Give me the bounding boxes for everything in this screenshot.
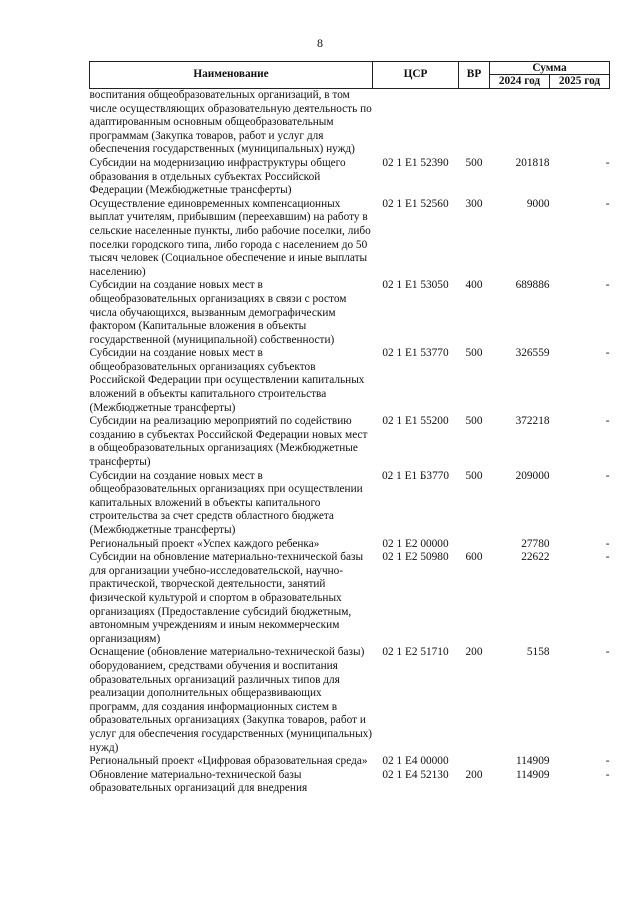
- row-name-cell: Обновление материально-технической базы образовательных организаций для внедрения: [89, 768, 308, 795]
- row-csr-cell: 02 1 E2 51710: [382, 646, 449, 659]
- row-amount-2024-cell: 372218: [515, 415, 550, 428]
- header-name: Наименование: [90, 62, 373, 89]
- row-vr-cell: 500: [465, 469, 483, 482]
- row-amount-2025-cell: -: [605, 646, 610, 659]
- table-row: [90, 157, 610, 198]
- row-csr-cell: 02 1 E1 53050: [382, 279, 449, 292]
- row-name-cell: Субсидии на создание новых мест в общеобразовательных организациях субъектов Российской Федерации при осуществлении капитальных вложений в объекты капитального строительства (Межбюджетные трансферты): [89, 347, 365, 414]
- row-amount-2025-cell: -: [605, 551, 610, 564]
- table-row: [90, 769, 610, 796]
- row-vr-cell: 600: [465, 551, 483, 564]
- table-row: [90, 755, 610, 769]
- table-row: [90, 89, 610, 157]
- table-body: [90, 89, 610, 796]
- table-row: [90, 198, 610, 280]
- row-amount-2025-cell: [550, 89, 610, 157]
- row-name-cell: воспитания общеобразовательных организаций, в том числе осуществляющих образовательную деятельность по адаптированным основным общеобразовательным программам (Закупка товаров, работ и услуг для обеспечения государственных (муниципальных) нужд): [89, 89, 372, 156]
- table-row: [90, 551, 610, 646]
- row-amount-2024-cell: 326559: [515, 347, 550, 360]
- row-name-cell: Осуществление единовременных компенсационных выплат учителям, прибывшим (переехавшим) на работу в сельские населенные пункты, либо рабочие поселки, либо поселки городского типа, либо города с населением до 50 тысяч человек (Социальное обеспечение и иные выплаты населению): [89, 197, 371, 278]
- header-csr: ЦСР: [373, 62, 459, 89]
- table-header: [90, 62, 610, 89]
- row-vr-cell: 300: [465, 197, 483, 210]
- row-vr-cell: 400: [465, 279, 483, 292]
- row-csr-cell: 02 1 E1 52390: [382, 156, 449, 169]
- row-csr-cell: [373, 89, 459, 157]
- row-csr-cell: 02 1 E1 55200: [382, 415, 449, 428]
- header-year-2024: 2024 год: [490, 75, 550, 89]
- row-amount-2024-cell: 114909: [516, 755, 550, 768]
- row-csr-cell: 02 1 E2 50980: [382, 551, 449, 564]
- row-csr-cell: 02 1 E1 53770: [382, 347, 449, 360]
- row-amount-2024-cell: 201818: [515, 156, 550, 169]
- row-vr-cell: 200: [465, 768, 483, 781]
- row-vr-cell: 200: [465, 646, 483, 659]
- row-amount-2024-cell: [490, 89, 550, 157]
- row-amount-2025-cell: -: [605, 537, 610, 550]
- row-csr-cell: 02 1 E1 52560: [382, 197, 449, 210]
- row-csr-cell: 02 1 E2 00000: [382, 537, 449, 550]
- row-amount-2025-cell: -: [605, 755, 610, 768]
- row-name-cell: Субсидии на реализацию мероприятий по содействию созданию в субъектах Российской Федерации новых мест в общеобразовательных организациях (Межбюджетные трансферты): [89, 415, 368, 469]
- row-amount-2024-cell: 27780: [521, 537, 550, 550]
- budget-table: [89, 61, 610, 796]
- table-row: [90, 279, 610, 347]
- row-vr-cell: [459, 89, 490, 157]
- table-row: [90, 415, 610, 469]
- row-amount-2024-cell: 114909: [516, 768, 550, 781]
- row-vr-cell: 500: [465, 415, 483, 428]
- row-vr-cell: 500: [465, 156, 483, 169]
- table-row: [90, 470, 610, 538]
- row-name-cell: Субсидии на создание новых мест в общеобразовательных организациях в связи с ростом числа обучающихся, вызванным демографическим фактором (Капитальные вложения в объекты государственной (муниципальной) собственности): [89, 279, 347, 346]
- row-amount-2024-cell: 5158: [526, 646, 550, 659]
- row-csr-cell: 02 1 E1 Б3770: [381, 469, 450, 482]
- row-amount-2025-cell: -: [605, 768, 610, 781]
- page-number: 8: [317, 36, 323, 50]
- row-amount-2025-cell: -: [605, 415, 610, 428]
- row-name-cell: Региональный проект «Успех каждого ребенка»: [89, 537, 320, 550]
- row-amount-2024-cell: 22622: [521, 551, 550, 564]
- row-amount-2025-cell: -: [605, 279, 610, 292]
- row-vr-cell: [459, 755, 490, 769]
- row-amount-2024-cell: 9000: [526, 197, 550, 210]
- row-name-cell: Субсидии на модернизацию инфраструктуры общего образования в отдельных субъектах Российской Федерации (Межбюджетные трансферты): [89, 156, 346, 197]
- row-name-cell: Региональный проект «Цифровая образовательная среда»: [89, 755, 368, 768]
- table-row: [90, 538, 610, 552]
- row-name-cell: Оснащение (обновление материально-технической базы) оборудованием, средствами обучения и воспитания образовательных организаций различных типов для реализации дополнительных общеразвивающих программ, для создания информационных систем в образовательных организациях (Закупка товаров, работ и услуг для обеспечения государственных (муниципальных) нужд): [89, 646, 373, 754]
- header-vr: ВР: [459, 62, 490, 89]
- table-row: [90, 646, 610, 755]
- row-amount-2024-cell: 689886: [515, 279, 550, 292]
- row-name-cell: Субсидии на обновление материально-технической базы для организации учебно-исследовательской, научно-практической, творческой деятельности, занятий физической культурой и спортом в образовательных организациях (Предоставление субсидий бюджетным, автономным учреждениям и иным некоммерческим организациям): [89, 551, 364, 645]
- row-vr-cell: [459, 538, 490, 552]
- header-sum: Сумма: [490, 62, 610, 75]
- row-amount-2024-cell: 209000: [515, 469, 550, 482]
- row-name-cell: Субсидии на создание новых мест в общеобразовательных организациях при осуществлении капитальных вложений в объекты капитального строительства за счет средств областного бюджета (Межбюджетные трансферты): [89, 469, 363, 536]
- row-csr-cell: 02 1 E4 00000: [382, 755, 449, 768]
- row-amount-2025-cell: -: [605, 347, 610, 360]
- row-amount-2025-cell: -: [605, 197, 610, 210]
- table-row: [90, 347, 610, 415]
- row-amount-2025-cell: -: [605, 156, 610, 169]
- row-csr-cell: 02 1 E4 52130: [382, 768, 449, 781]
- row-vr-cell: 500: [465, 347, 483, 360]
- header-year-2025: 2025 год: [550, 75, 610, 89]
- row-amount-2025-cell: -: [605, 469, 610, 482]
